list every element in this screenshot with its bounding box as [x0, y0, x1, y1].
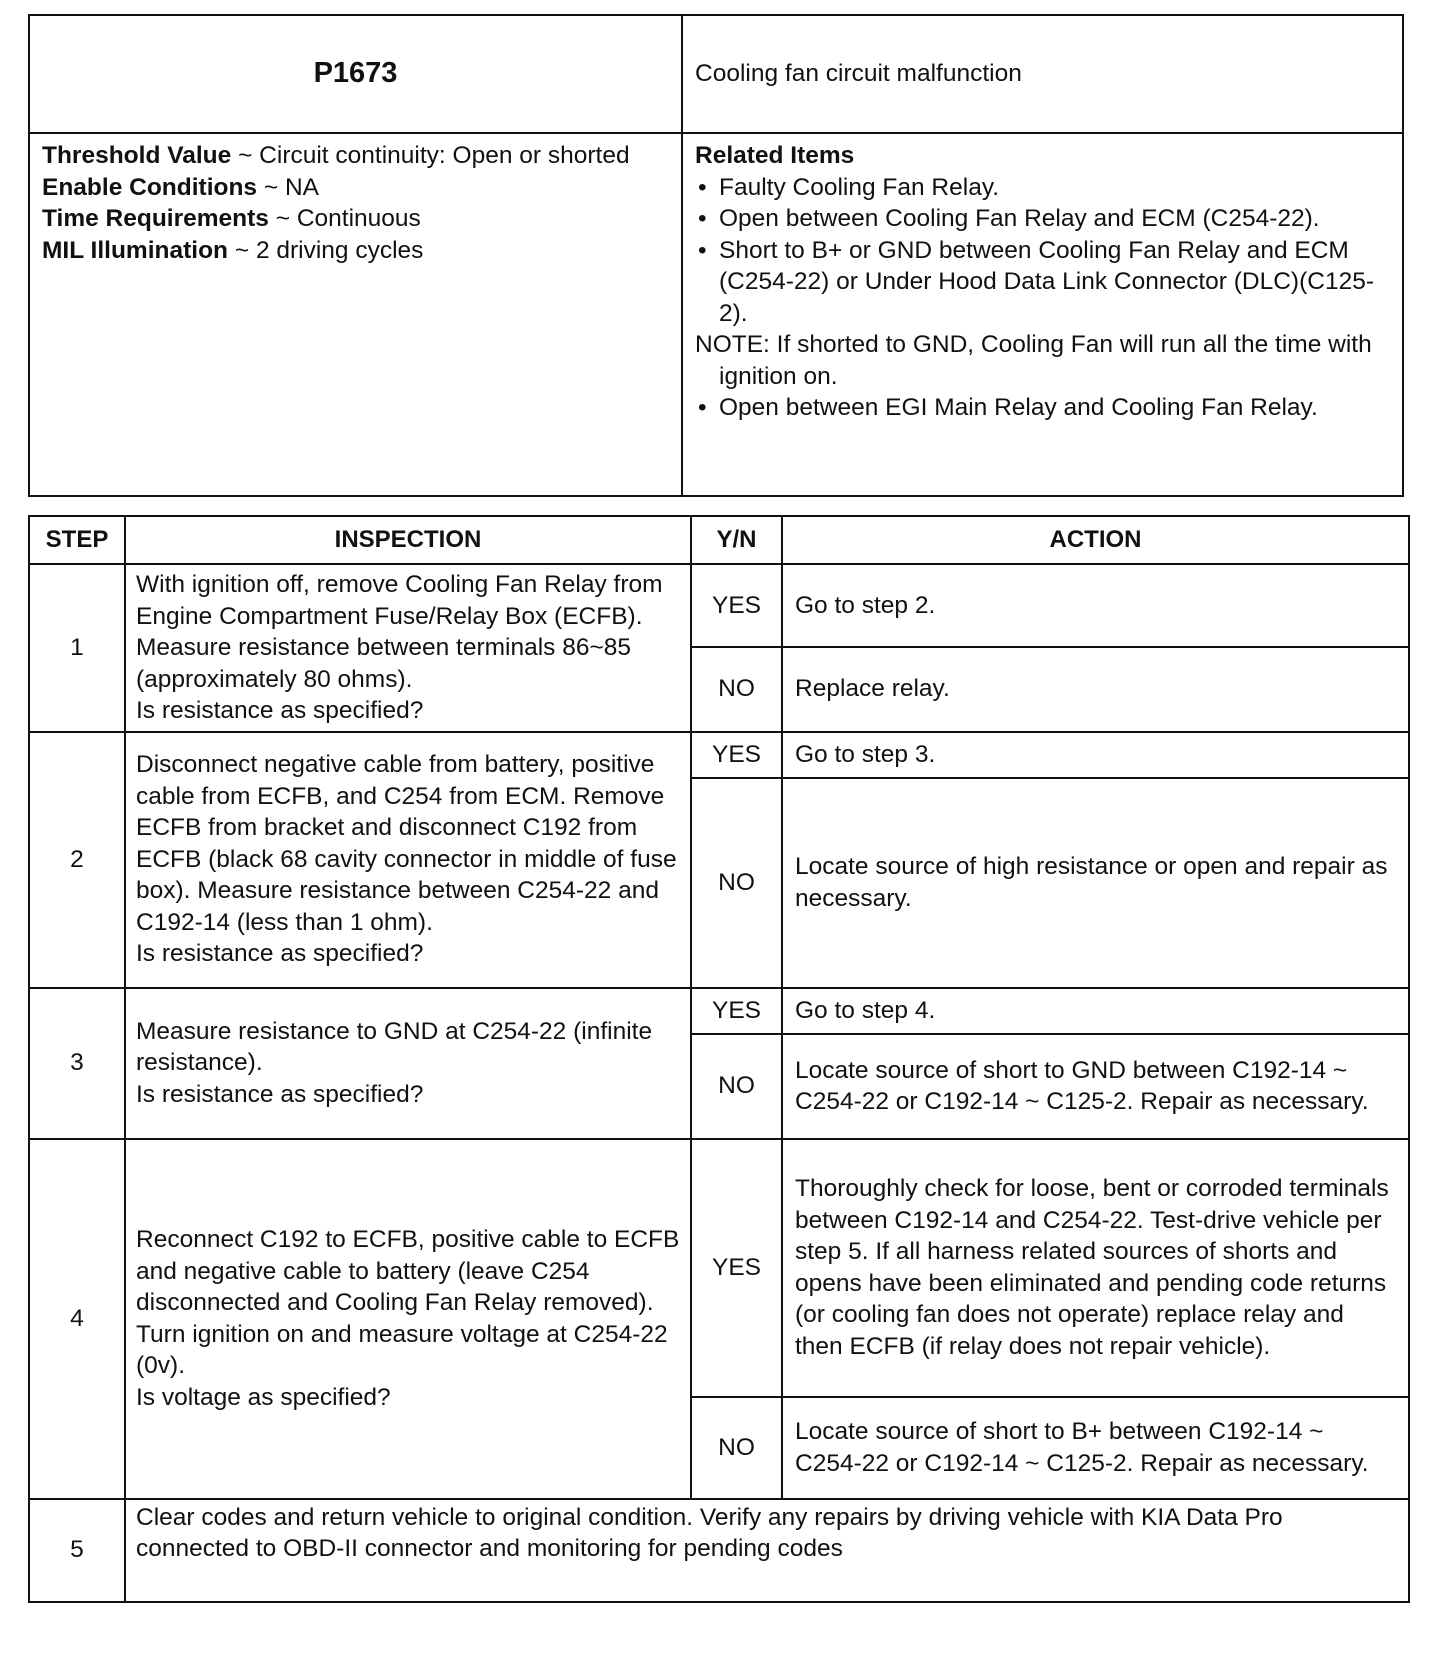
step-number: 3 — [29, 988, 125, 1139]
threshold-label: Threshold Value — [42, 142, 232, 169]
threshold-line — [42, 140, 669, 172]
time-label: Time Requirements — [42, 205, 269, 232]
related-item: • Open between EGI Main Relay and Cooling Fan Relay. — [695, 392, 1390, 424]
no-action: Locate source of high resistance or open and repair as necessary. — [782, 778, 1409, 988]
col-header-action: ACTION — [782, 516, 1409, 564]
col-header-yn: Y/N — [691, 516, 782, 564]
yes-label: YES — [691, 732, 782, 778]
related-item: • Short to B+ or GND between Cooling Fan Relay and ECM (C254-22) or Under Hood Data Link Connector (DLC)(C125-2). — [695, 235, 1390, 330]
enable-line — [42, 172, 669, 204]
yes-label: YES — [691, 988, 782, 1034]
mil-label: MIL Illumination — [42, 236, 229, 264]
table-row — [29, 1139, 1409, 1397]
table-row — [29, 1499, 1409, 1602]
yes-label: YES — [691, 564, 782, 647]
mil-line — [42, 235, 669, 267]
no-label: NO — [691, 778, 782, 988]
no-action: Replace relay. — [782, 647, 1409, 732]
related-items-list-2 — [695, 392, 1390, 424]
step-number: 1 — [29, 564, 125, 732]
step-instruction: Clear codes and return vehicle to original condition. Verify any repairs by driving vehicle with KIA Data Pro connected to OBD-II connector and monitoring for pending codes — [125, 1499, 1409, 1602]
inspection-text: Measure resistance to GND at C254-22 (infinite resistance). — [136, 1017, 653, 1077]
step-inspection — [125, 1139, 691, 1499]
table-row — [29, 564, 1409, 647]
yes-action: Thoroughly check for loose, bent or corroded terminals between C192-14 and C254-22. Test-drive vehicle per step 5. If all harness related sources of shorts and opens have been eliminated and pending code returns (or cooling fan does not operate) replace relay and then ECFB (if relay does not repair vehicle). — [782, 1139, 1409, 1397]
related-items-list — [695, 172, 1390, 330]
table-header-row — [29, 516, 1409, 564]
no-label: NO — [691, 1397, 782, 1499]
conditions-cell — [29, 133, 682, 496]
threshold-value: ~ Circuit continuity: Open or shorted — [238, 142, 630, 169]
step-inspection — [125, 988, 691, 1139]
no-label: NO — [691, 647, 782, 732]
col-header-inspection: INSPECTION — [125, 516, 691, 564]
time-value: ~ Continuous — [275, 205, 421, 232]
step-number: 4 — [29, 1139, 125, 1499]
inspection-question: Is resistance as specified? — [136, 940, 424, 968]
dtc-header-table — [28, 14, 1404, 497]
yes-action: Go to step 2. — [782, 564, 1409, 647]
inspection-text: With ignition off, remove Cooling Fan Relay from Engine Compartment Fuse/Relay Box (ECFB). Measure resistance between terminals 86~85 (approximately 80 ohms). — [136, 571, 663, 693]
enable-label: Enable Conditions — [42, 173, 258, 201]
inspection-question: Is resistance as specified? — [136, 697, 424, 724]
yes-action: Go to step 4. — [782, 988, 1409, 1034]
step-inspection — [125, 732, 691, 988]
step-number: 2 — [29, 732, 125, 988]
diagnostic-steps-table — [28, 515, 1410, 1603]
table-row — [29, 732, 1409, 778]
inspection-text: Disconnect negative cable from battery, positive cable from ECFB, and C254 from ECM. Remove ECFB from bracket and disconnect C192 from ECFB (black 68 cavity connector in middle of fuse box). Measure resistance between C254-22 and C192-14 (less than 1 ohm). — [136, 751, 677, 936]
dtc-description: Cooling fan circuit malfunction — [682, 15, 1403, 133]
no-label: NO — [691, 1034, 782, 1139]
yes-action: Go to step 3. — [782, 732, 1409, 778]
no-action: Locate source of short to B+ between C192-14 ~ C254-22 or C192-14 ~ C125-2. Repair as necessary. — [782, 1397, 1409, 1499]
no-action: Locate source of short to GND between C192-14 ~ C254-22 or C192-14 ~ C125-2. Repair as necessary. — [782, 1034, 1409, 1139]
col-header-step: STEP — [29, 516, 125, 564]
related-note: NOTE: If shorted to GND, Cooling Fan will run all the time with ignition on. — [695, 331, 1372, 390]
enable-value: ~ NA — [263, 173, 320, 201]
step-number: 5 — [29, 1499, 125, 1602]
inspection-text: Reconnect C192 to ECFB, positive cable to ECFB and negative cable to battery (leave C254 disconnected and Cooling Fan Relay removed). Turn ignition on and measure voltage at C254-22 (0v). — [136, 1226, 680, 1379]
related-items-title: Related Items — [695, 142, 855, 169]
yes-label: YES — [691, 1139, 782, 1397]
dtc-code: P1673 — [29, 15, 682, 133]
table-row — [29, 988, 1409, 1034]
time-line — [42, 203, 669, 235]
mil-value: ~ 2 driving cycles — [234, 236, 424, 264]
related-items-cell — [682, 133, 1403, 496]
step-inspection — [125, 564, 691, 732]
related-item: • Open between Cooling Fan Relay and ECM (C254-22). — [695, 203, 1390, 235]
inspection-question: Is resistance as specified? — [136, 1080, 424, 1108]
related-item: • Faulty Cooling Fan Relay. — [695, 172, 1390, 204]
inspection-question: Is voltage as specified? — [136, 1383, 391, 1411]
